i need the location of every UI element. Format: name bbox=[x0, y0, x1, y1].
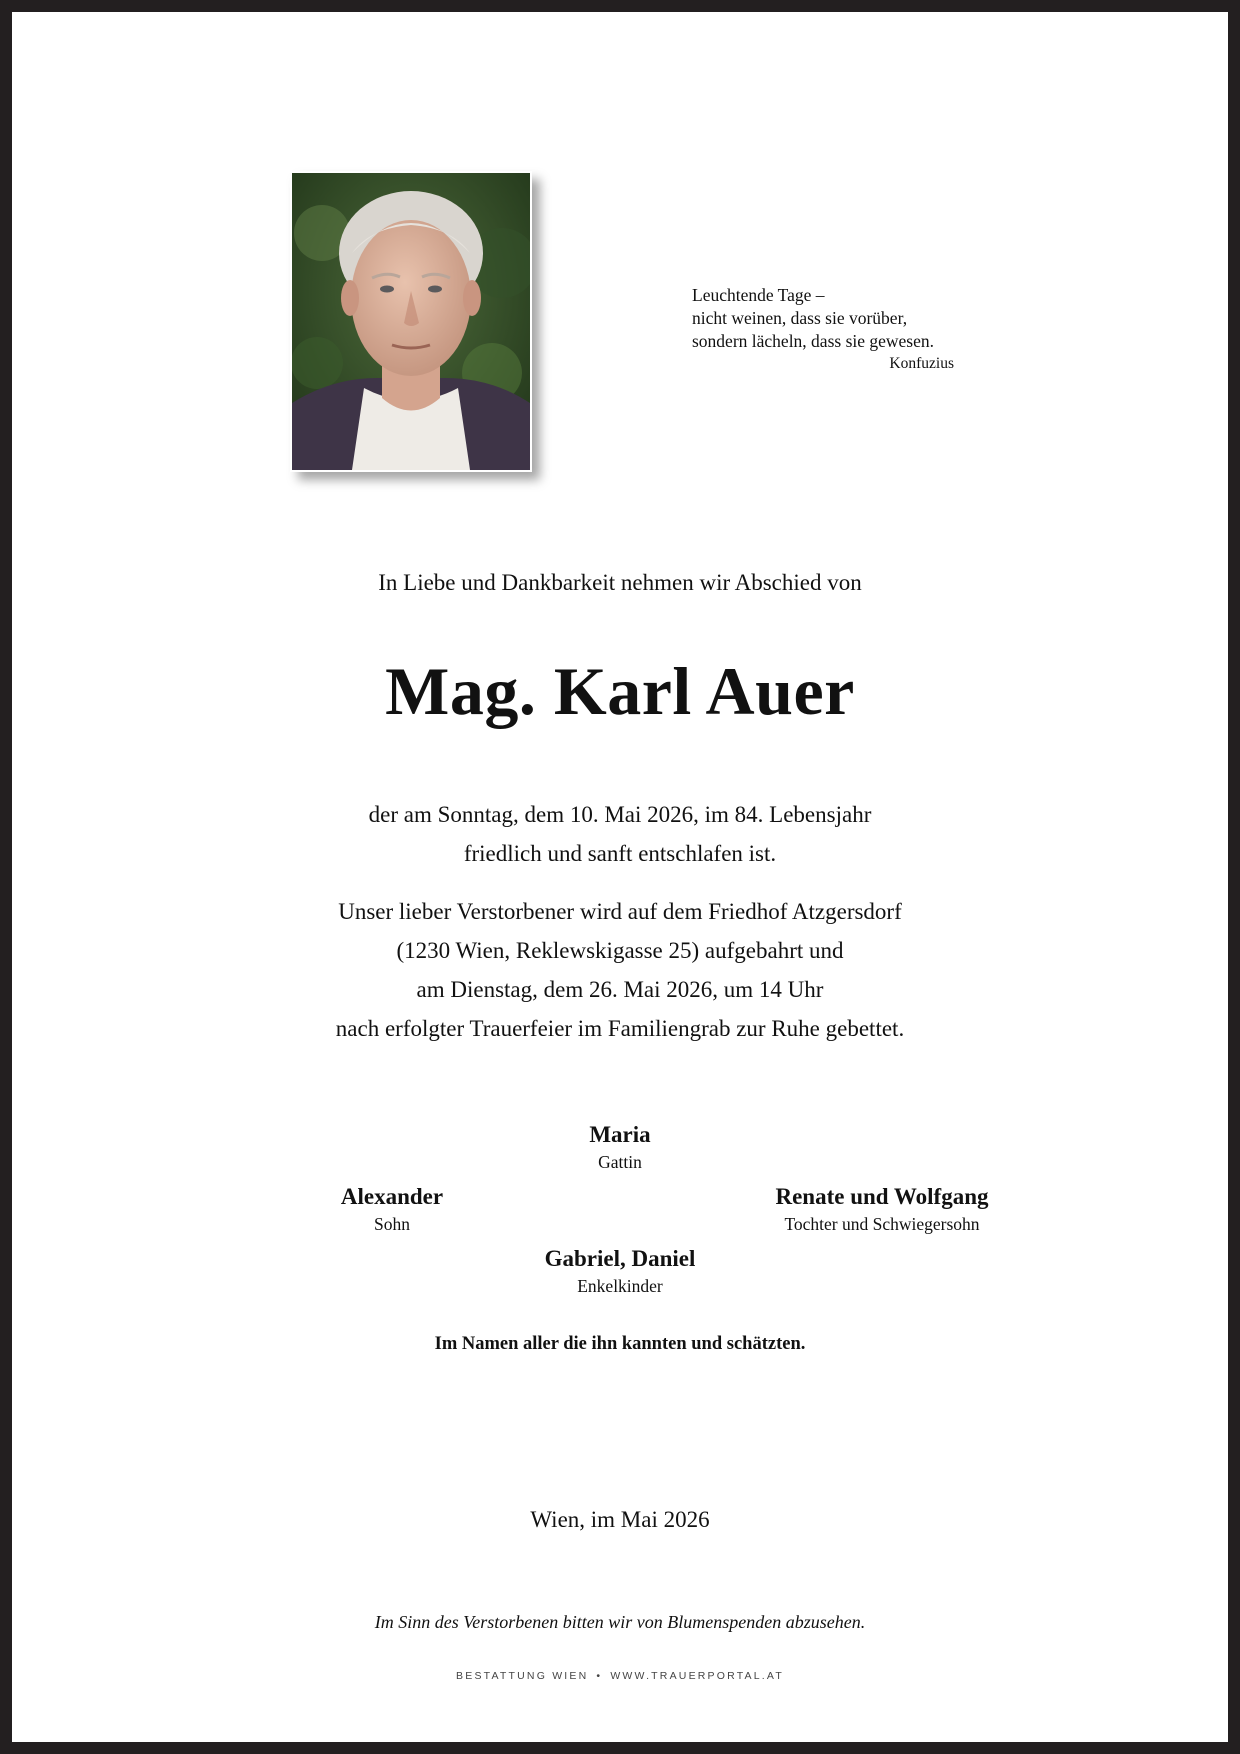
family-member-name: Alexander bbox=[340, 1184, 444, 1209]
portrait-photo bbox=[290, 171, 532, 472]
footer-separator: • bbox=[596, 1670, 603, 1682]
funeral-info-line: (1230 Wien, Reklewskigasse 25) aufgebahrt und bbox=[396, 938, 844, 963]
quote-line: Leuchtende Tage – bbox=[692, 285, 825, 305]
funeral-info bbox=[12, 892, 1228, 1048]
portrait-image bbox=[292, 173, 530, 470]
family-member-wife bbox=[520, 1122, 720, 1173]
family-member-relation: Sohn bbox=[374, 1214, 410, 1234]
death-notice bbox=[12, 795, 1228, 873]
family-member-daughter bbox=[712, 1184, 1052, 1235]
footer-company: BESTATTUNG WIEN bbox=[456, 1670, 589, 1682]
family-member-name: Renate und Wolfgang bbox=[775, 1184, 989, 1209]
footer-website-link[interactable]: WWW.TRAUERPORTAL.AT bbox=[610, 1670, 784, 1682]
funeral-info-line: am Dienstag, dem 26. Mai 2026, um 14 Uhr bbox=[416, 977, 824, 1002]
family-member-grandchildren bbox=[470, 1246, 770, 1297]
family-member-name: Gabriel, Daniel bbox=[544, 1246, 696, 1271]
funeral-info-line: nach erfolgter Trauerfeier im Familiengrab zur Ruhe gebettet. bbox=[335, 1016, 905, 1041]
deceased-name: Mag. Karl Auer bbox=[385, 653, 855, 729]
quote-line: nicht weinen, dass sie vorüber, bbox=[692, 308, 908, 328]
closing-text: Im Namen aller die ihn kannten und schätzten. bbox=[434, 1334, 806, 1354]
quote-line: sondern lächeln, dass sie gewesen. bbox=[692, 331, 935, 351]
family-member-relation: Tochter und Schwiegersohn bbox=[784, 1214, 980, 1234]
footer bbox=[12, 1670, 1228, 1682]
flowers-note: Im Sinn des Verstorbenen bitten wir von Blumenspenden abzusehen. bbox=[374, 1612, 866, 1632]
family-member-relation: Enkelkinder bbox=[577, 1276, 663, 1296]
place-date: Wien, im Mai 2026 bbox=[530, 1507, 710, 1532]
intro-text: In Liebe und Dankbarkeit nehmen wir Abschied von bbox=[378, 570, 862, 595]
quote-block bbox=[692, 284, 954, 375]
obituary-sheet bbox=[12, 12, 1228, 1742]
family-member-son bbox=[292, 1184, 492, 1235]
death-notice-line: friedlich und sanft entschlafen ist. bbox=[463, 841, 777, 866]
family-member-name: Maria bbox=[589, 1122, 651, 1147]
funeral-info-line: Unser lieber Verstorbener wird auf dem Friedhof Atzgersdorf bbox=[338, 899, 902, 924]
family-member-relation: Gattin bbox=[598, 1152, 642, 1172]
quote-author: Konfuzius bbox=[889, 355, 954, 372]
death-notice-line: der am Sonntag, dem 10. Mai 2026, im 84. Lebensjahr bbox=[368, 802, 872, 827]
